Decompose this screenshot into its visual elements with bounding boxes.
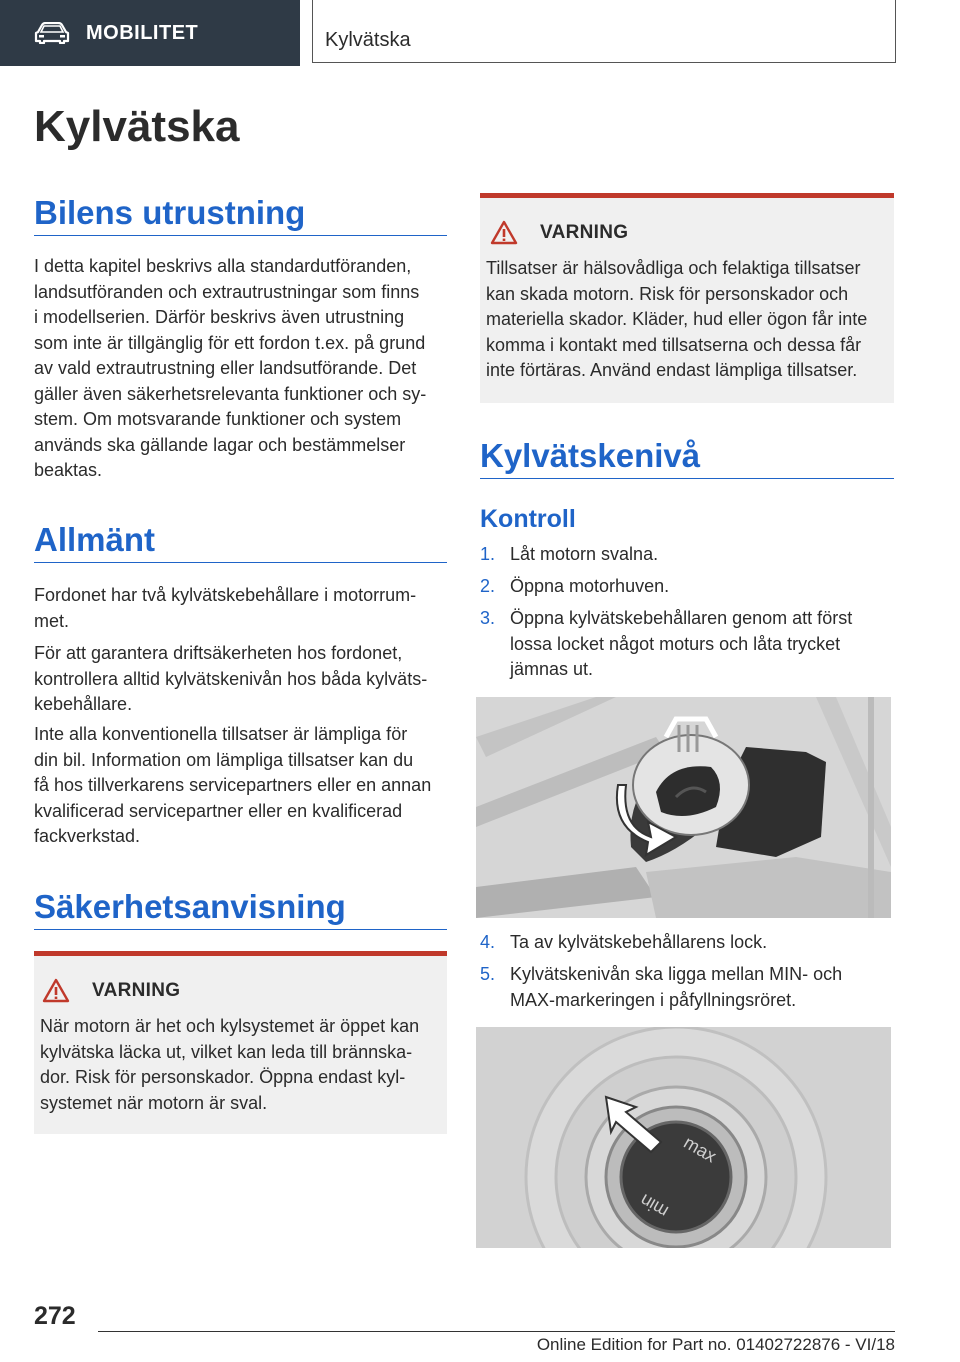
text-line: dor. Risk för personskador. Öppna endast kyl‐	[40, 1067, 406, 1087]
warning-text	[486, 256, 896, 384]
heading-rule	[34, 562, 447, 563]
coolant-cap-illustration	[476, 697, 891, 918]
text-line: gäller även säkerhetsrelevanta funktioner och sy‐	[34, 383, 427, 404]
paragraph-allmant-2	[34, 641, 454, 718]
section-label: MOBILITET	[86, 21, 199, 44]
page-number: 272	[34, 1302, 76, 1330]
warning-label: VARNING	[540, 221, 629, 243]
text-line: Tillsatser är hälsovådliga och felaktiga tillsatser	[486, 258, 861, 278]
heading-bilens-utrustning: Bilens utrustning	[34, 194, 306, 231]
step-text	[510, 606, 894, 683]
step-text	[510, 930, 894, 956]
text-line: I detta kapitel beskrivs alla standardutföranden,	[34, 256, 412, 276]
text-line: kvalificerad servicepartner eller en kvalificerad	[34, 800, 403, 821]
text-line: kebehållare.	[34, 694, 133, 714]
text-line: få hos tillverkarens servicepartners eller en annan	[34, 775, 432, 795]
text-line: När motorn är het och kylsystemet är öppet kan	[40, 1016, 420, 1036]
text-line: stem. Om motsvarande funktioner och system	[34, 409, 402, 429]
heading-rule	[34, 235, 447, 236]
text-line: kan skada motorn. Risk för personskador och	[486, 283, 849, 304]
header-title: Kylvätska	[325, 29, 411, 51]
step-number: 2.	[480, 576, 496, 596]
warning-header	[490, 220, 628, 245]
filler-neck-drawing	[476, 1027, 891, 1248]
text-line: Inte alla konventionella tillsatser är lämpliga för	[34, 724, 408, 744]
step-text	[510, 574, 894, 600]
page-title: Kylvätska	[34, 102, 240, 151]
header-title-box	[312, 0, 896, 63]
text-line: Ta av kylvätskebehållarens lock.	[510, 932, 768, 952]
text-line: systemet när motorn är sval.	[40, 1092, 268, 1113]
text-line: Öppna motorhuven.	[510, 576, 670, 596]
footer-edition: Online Edition for Part no. 01402722876 - VI/18	[536, 1335, 895, 1354]
text-line: fackverkstad.	[34, 826, 141, 846]
step-number: 4.	[480, 932, 496, 952]
warning-header	[42, 978, 180, 1003]
text-line: inte förtäras. Använd endast lämpliga tillsatser.	[486, 360, 858, 380]
footer-rule	[98, 1331, 895, 1332]
warning-box-right	[480, 193, 894, 403]
heading-kylvatskeniva: Kylvätskenivå	[480, 437, 701, 474]
text-line: av vald extrautrustning eller landsutförande. Det	[34, 358, 417, 378]
text-line: jämnas ut.	[510, 659, 594, 679]
car-icon	[34, 22, 70, 44]
step-number: 1.	[480, 544, 496, 564]
text-line: För att garantera driftsäkerheten hos fordonet,	[34, 643, 403, 663]
filler-neck-illustration	[476, 1027, 891, 1248]
header-section-tab	[0, 0, 300, 66]
heading-rule	[480, 478, 894, 479]
heading-allmant: Allmänt	[34, 521, 156, 558]
text-line: som inte är tillgänglig för ett fordon t.ex. på grund	[34, 332, 426, 353]
min-mark-label: min	[636, 1190, 672, 1222]
text-line: kylvätska läcka ut, vilket kan leda till brännska‐	[40, 1041, 413, 1062]
text-line: din bil. Information om lämpliga tillsatser kan du	[34, 749, 414, 770]
max-mark-label: max	[680, 1132, 720, 1167]
text-line: materiella skador. Kläder, hud eller ögon får inte	[486, 309, 868, 329]
text-line: met.	[34, 610, 70, 631]
text-line: landsutföranden och extrautrustningar som finns	[34, 281, 420, 302]
paragraph-bilens	[34, 254, 454, 484]
paragraph-allmant-1	[34, 583, 454, 634]
text-line: används ska gällande lagar och bestämmelser	[34, 434, 406, 455]
warning-box-left	[34, 951, 447, 1134]
text-line: Låt motorn svalna.	[510, 544, 659, 564]
step-number: 5.	[480, 964, 496, 984]
text-line: MAX-markeringen i påfyllningsröret.	[510, 989, 797, 1010]
text-line: Fordonet har två kylvätskebehållare i motorrum‐	[34, 585, 417, 605]
step-number: 3.	[480, 608, 496, 628]
text-line: kontrollera alltid kylvätskenivån hos båda kylväts‐	[34, 668, 428, 689]
warning-label: VARNING	[92, 979, 181, 1001]
warning-text	[40, 1014, 450, 1116]
heading-rule	[34, 929, 447, 930]
warning-triangle-icon	[490, 220, 518, 245]
text-line: komma i kontakt med tillsatserna och dessa får	[486, 334, 862, 355]
text-line: beaktas.	[34, 460, 103, 480]
heading-kontroll: Kontroll	[480, 505, 576, 533]
text-line: i modellserien. Därför beskrivs även utrustning	[34, 307, 405, 327]
paragraph-allmant-3	[34, 722, 454, 850]
warning-triangle-icon	[42, 978, 70, 1003]
text-line: Kylvätskenivån ska ligga mellan MIN- och	[510, 964, 843, 984]
coolant-cap-drawing	[476, 697, 891, 918]
step-text	[510, 542, 894, 568]
heading-sakerhetsanvisning: Säkerhetsanvisning	[34, 888, 346, 925]
text-line: lossa locket något moturs och låta trycket	[510, 633, 841, 654]
step-text	[510, 962, 894, 1013]
text-line: Öppna kylvätskebehållaren genom att först	[510, 608, 853, 628]
